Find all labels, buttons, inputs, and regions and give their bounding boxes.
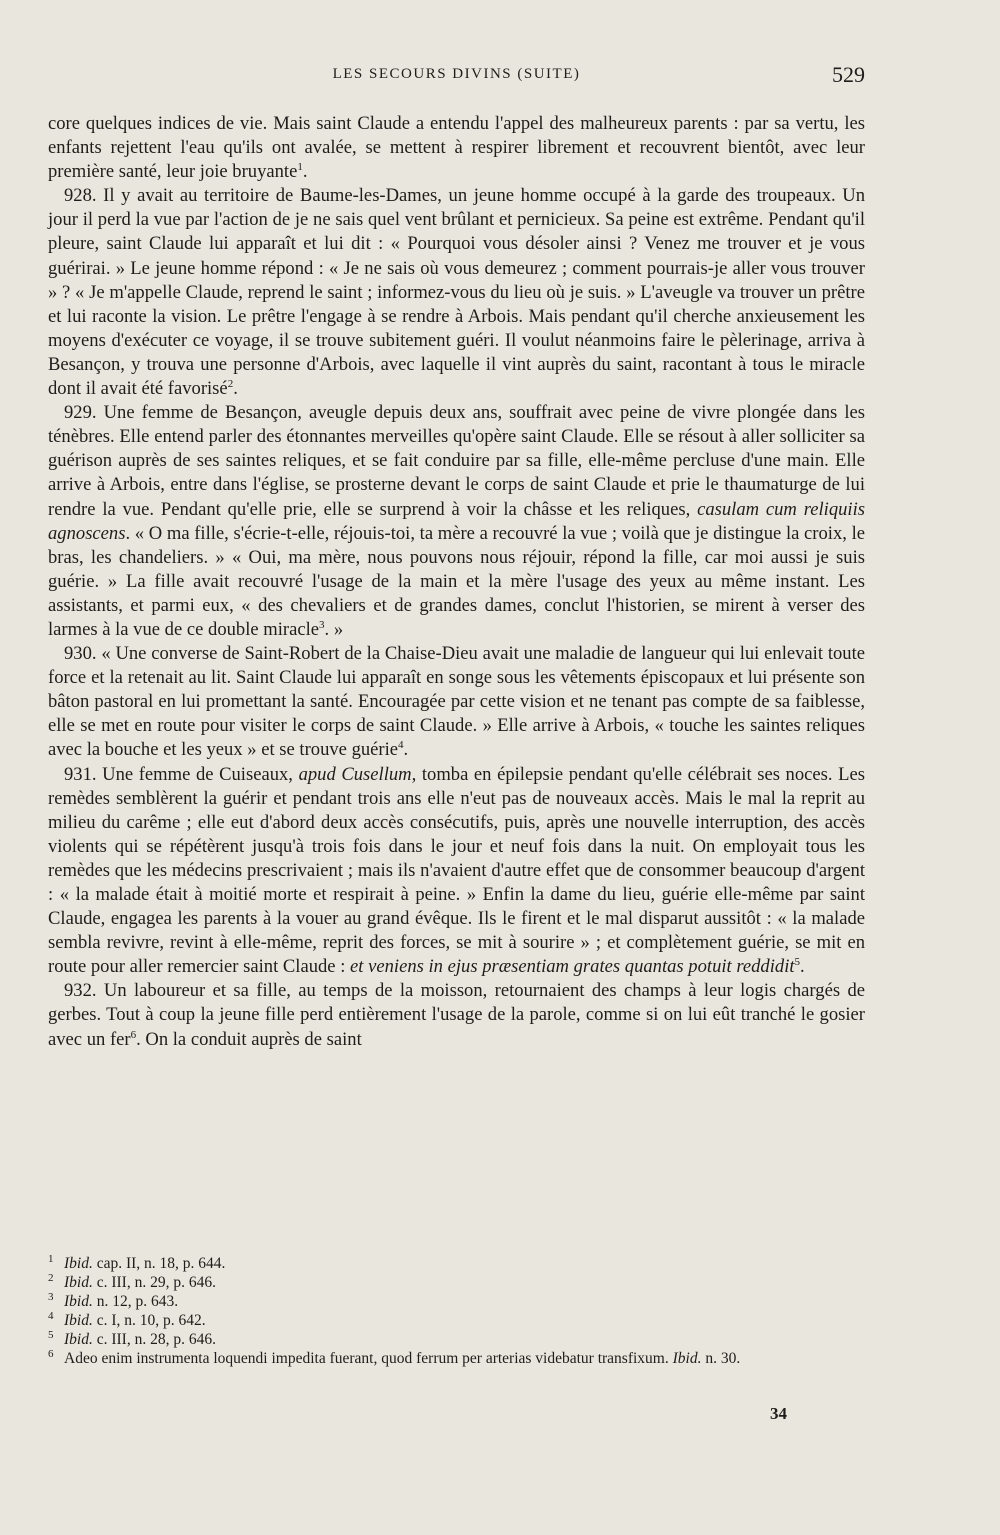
latin-quote: et veniens in ejus præsentiam grates quantas potuit reddidit	[350, 956, 795, 978]
footnote-ref: 6	[130, 1028, 137, 1041]
page-number: 529	[832, 62, 865, 87]
footnote-ref: 2	[227, 377, 234, 390]
paragraph-930: 930. « Une converse de Saint-Robert de la Chaise-Dieu avait une maladie de langueur qui lui enlevait toute force et la retenait au lit. Saint Claude lui apparaît en songe sous les vêtements épiscopaux et lui présente son bâton pastoral en lui promettant la santé. Encouragée par cette vision et ne tenant pas compte de sa faiblesse, elle se met en route pour visiter le corps de saint Claude. » Elle arrive à Arbois, « touche les saintes reliques avec la bouche et les yeux » et se trouve guérie$^4$.	[48, 643, 865, 761]
footnote: 4 Ibid. c. I, n. 10, p. 642.	[48, 1309, 206, 1329]
signature-mark: 34	[770, 1404, 787, 1423]
footnote-ref: 3	[319, 618, 325, 631]
footnote-ref: 5	[794, 956, 801, 969]
footnote-ref: 1	[297, 161, 303, 173]
footnote: 6 Adeo enim instrumenta loquendi impedita fuerant, quod ferrum per arterias videbatur transfixum. Ibid. n. 30.	[48, 1347, 741, 1367]
page-header	[48, 58, 865, 98]
latin-quote: apud Cusellum,	[298, 763, 417, 785]
paragraph-continuation: core quelques indices de vie. Mais saint Claude a entendu l'appel des malheureux parents : par sa vertu, les enfants rejettent l'eau qu'ils ont avalée, se mettent à respirer librement et recouvrent bientôt, avec leur première santé, leur joie bruyante$^1$.	[48, 113, 865, 183]
footnote-ref: 4	[398, 739, 404, 752]
footnotes	[48, 1254, 868, 1368]
paragraph-929: 929. Une femme de Besançon, aveugle depuis deux ans, souffrait avec peine de vivre plongée dans les ténèbres. Elle entend parler des étonnantes merveilles qu'opère saint Claude. Elle se résout à aller solliciter sa guérison auprès de ses saintes reliques, et se fait conduire par sa fille, elle-même percluse d'une main. Elle arrive à Arbois, entre dans l'église, se prosterne devant le corps de saint Claude et prie le thaumaturge de lui rendre la vue. Pendant qu'elle prie, elle se surprend à voir la châsse et les reliques, casulam cum reliquiis agnoscens. « O ma fille, s'écrie-t-elle, réjouis-toi, ta mère a recouvré la vue ; voilà que je distingue la croix, le bras, les chandeliers. » « Oui, ma mère, nous pouvons nous réjouir, répond la fille, car moi aussi je suis guérie. » La fille avait recouvré l'usage de la main et la mère l'usage des yeux au même instant. Les assistants, et parmi eux, « des chevaliers et de grandes dames, conclut l'historien, se mirent à verser des larmes à la vue de ce double miracle$^3$. »	[48, 402, 865, 640]
footnote: 5 Ibid. c. III, n. 28, p. 646.	[48, 1328, 216, 1348]
body-text	[48, 112, 865, 1052]
latin-quote: casulam cum reliquiis agnoscens	[48, 498, 865, 544]
paragraph-932: 932. Un laboureur et sa fille, au temps de la moisson, retournaient des champs à leur logis chargés de gerbes. Tout à coup la jeune fille perd entièrement l'usage de la parole, comme si on lui eût tranché le gosier avec un fer$^6$. On la conduit auprès de saint	[48, 980, 865, 1050]
footnote: 2 Ibid. c. III, n. 29, p. 646.	[48, 1271, 216, 1291]
footnote: 1 Ibid. cap. II, n. 18, p. 644.	[48, 1252, 226, 1272]
paragraph-928: 928. Il y avait au territoire de Baume-les-Dames, un jeune homme occupé à la garde des troupeaux. Un jour il perd la vue par l'action de je ne sais quel vent brûlant et pernicieux. Sa peine est extrême. Pendant qu'il pleure, saint Claude lui apparaît et lui dit : « Pourquoi vous désoler ainsi ? Venez me trouver et je vous guérirai. » Le jeune homme répond : « Je ne sais où vous demeurez ; comment pourrais-je aller vous trouver » ? « Je m'appelle Claude, reprend le saint ; informez-vous du lieu où je suis. » L'aveugle va trouver un prêtre et lui raconte la vision. Le prêtre l'engage à se rendre à Arbois. Mais pendant qu'il cherche anxieusement les moyens d'exécuter ce voyage, il se trouve subitement guéri. Il voulut néanmoins faire le pèlerinage, arriva à Besançon, y trouva une personne d'Arbois, avec laquelle il vint auprès du saint, racontant à tous le miracle dont il avait été favorisé$^2$.	[48, 185, 865, 400]
paragraph-931: 931. Une femme de Cuiseaux, apud Cusellum, tomba en épilepsie pendant qu'elle célébrait ses noces. Les remèdes semblèrent la guérir et pendant trois ans elle n'eut pas de nouveaux accès. Mais le mal la reprit au milieu du carême ; elle eut d'abord deux accès consécutifs, puis, après une nouvelle interruption, des accès violents qui se répétèrent jusqu'à trois fois dans le jour et neuf fois dans la nuit. On employait tous les remèdes que les médecins prescrivaient ; mais ils n'avaient d'autre effet que de consommer beaucoup d'argent : « la malade était à moitié morte et respirait à peine. » Enfin la dame du lieu, guérie elle-même par saint Claude, engagea les parents à la vouer au grand évêque. Ils le firent et le mal disparut aussitôt : « la malade sembla revivre, revint à elle-même, reprit des forces, se mit à sourire » ; et complètement guérie, se mit en route pour aller remercier saint Claude : et veniens in ejus præsentiam grates quantas potuit reddidit$^5$.	[48, 763, 865, 978]
footnote: 3 Ibid. n. 12, p. 643.	[48, 1290, 179, 1310]
running-title: LES SECOURS DIVINS (SUITE)	[332, 66, 581, 82]
